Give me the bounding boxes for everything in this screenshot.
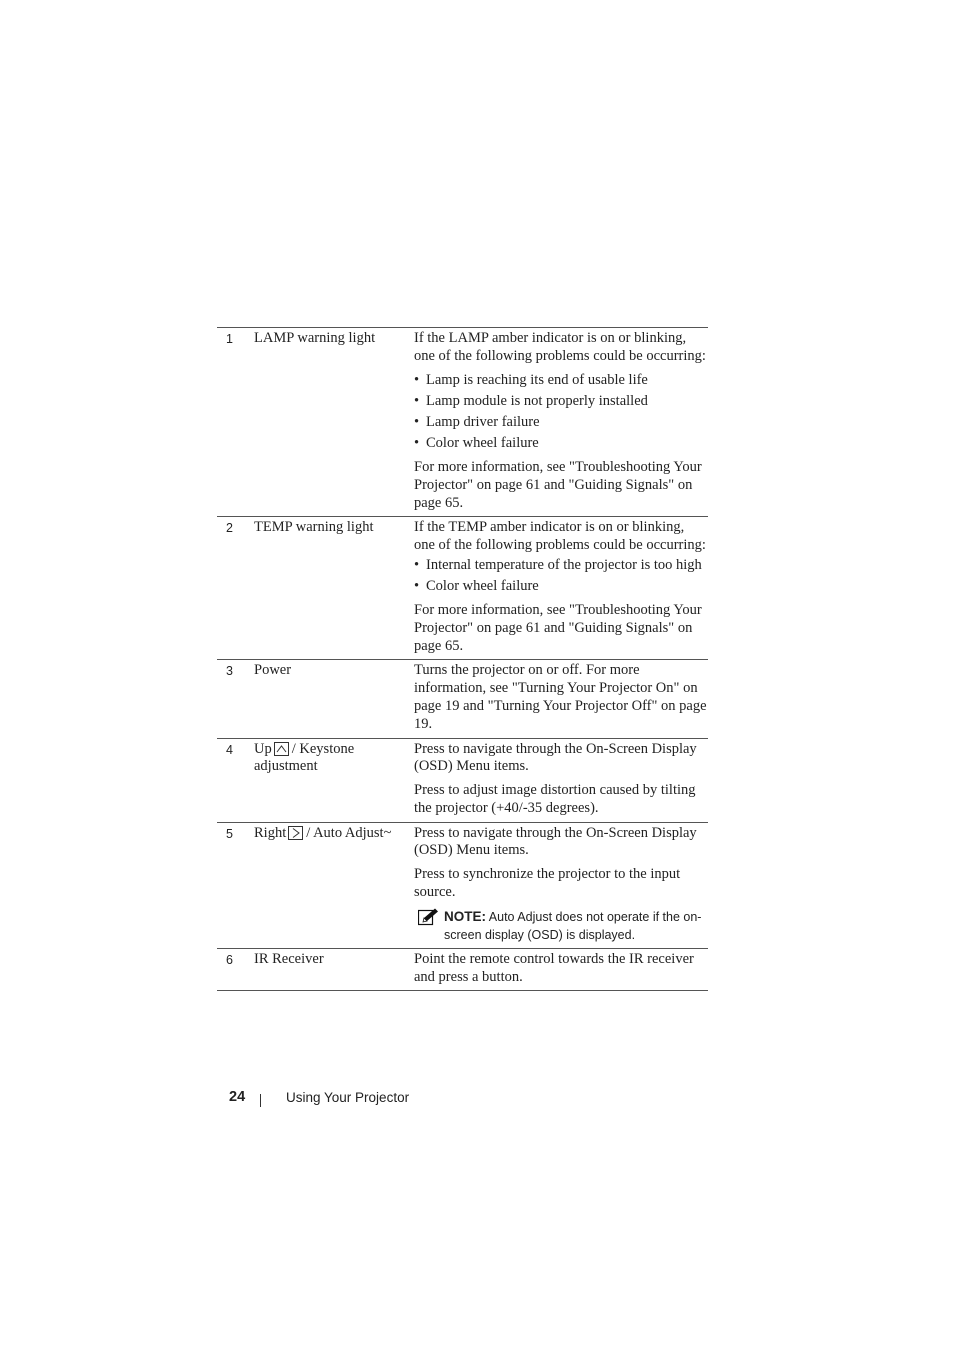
row-description [414, 328, 708, 517]
description-more-info: For more information, see "Troubleshooting Your Projector" on page 61 and "Guiding Signals" on page 65. [414, 601, 702, 654]
description-intro: If the TEMP amber indicator is on or blinking, one of the following problems could be occurring: [414, 519, 706, 554]
table-row [217, 517, 708, 660]
row-number: 3 [226, 664, 233, 679]
note-term: Auto Adjust [488, 909, 553, 924]
right-arrow-key-icon [288, 826, 303, 840]
table-row [217, 822, 708, 948]
description-more-info: For more information, see "Troubleshooting Your Projector" on page 61 and "Guiding Signals" on page 65. [414, 458, 702, 511]
row-number: 2 [226, 521, 233, 536]
row-item: LAMP warning light [254, 330, 376, 346]
item-label: Right [254, 824, 287, 841]
row-number: 1 [226, 332, 233, 346]
list-item: • Color wheel failure [414, 435, 708, 453]
item-label: Up [254, 740, 272, 757]
row-number: 6 [226, 952, 233, 967]
indicator-table [217, 327, 708, 991]
row-item: IR Receiver [254, 950, 324, 967]
table-row [217, 948, 708, 991]
list-item: • Lamp driver failure [414, 414, 708, 432]
page-number: 24 [229, 1089, 246, 1105]
list-item: • Color wheel failure [414, 578, 708, 596]
list-item: • Lamp module is not properly installed [414, 393, 708, 411]
row-item [254, 822, 414, 948]
row-number: 4 [226, 742, 233, 757]
description-text: Press to synchronize the projector to the input source. [414, 866, 681, 901]
row-item: Power [254, 662, 292, 679]
description-text: Point the remote control towards the IR receiver and press a button. [414, 950, 694, 985]
row-description [414, 738, 708, 822]
description-text: Turns the projector on or off. For more information, see "Turning Your Projector On" on page 19 and "Turning Your Projector Off" on page 19. [414, 662, 707, 732]
note-label: NOTE: [444, 908, 486, 924]
description-text: Press to navigate through the On-Screen Display (OSD) Menu items. [414, 824, 697, 859]
up-arrow-key-icon [274, 742, 289, 756]
table-row [217, 738, 708, 822]
table-row [217, 328, 708, 517]
row-description [414, 822, 708, 948]
row-description [414, 660, 708, 738]
bullet-list [414, 372, 708, 453]
description-text: Press to navigate through the On-Screen Display (OSD) Menu items. [414, 740, 697, 775]
row-item [254, 738, 414, 822]
description-intro: If the LAMP amber indicator is on or blinking, one of the following problems could be occurring: [414, 330, 706, 364]
note-pencil-icon [418, 908, 439, 926]
footer-divider [260, 1094, 261, 1107]
section-title: Using Your Projector [286, 1090, 410, 1105]
list-item: • Lamp is reaching its end of usable life [414, 372, 708, 390]
table-row [217, 660, 708, 738]
row-number: 5 [226, 826, 233, 841]
list-item: • Internal temperature of the projector is too high [414, 557, 708, 575]
note-text: does not operate if the on-screen display (OSD) is displayed. [444, 909, 702, 942]
row-description [414, 948, 708, 991]
bullet-list [414, 557, 708, 596]
row-item: TEMP warning light [254, 519, 374, 536]
note-block [414, 908, 708, 944]
item-label-suffix: / Keystone adjustment [254, 740, 355, 774]
description-text: Press to adjust image distortion caused by tilting the projector (+40/-35 degrees). [414, 782, 696, 816]
row-description [414, 517, 708, 660]
item-label-suffix: / Auto Adjust~ [306, 824, 392, 841]
